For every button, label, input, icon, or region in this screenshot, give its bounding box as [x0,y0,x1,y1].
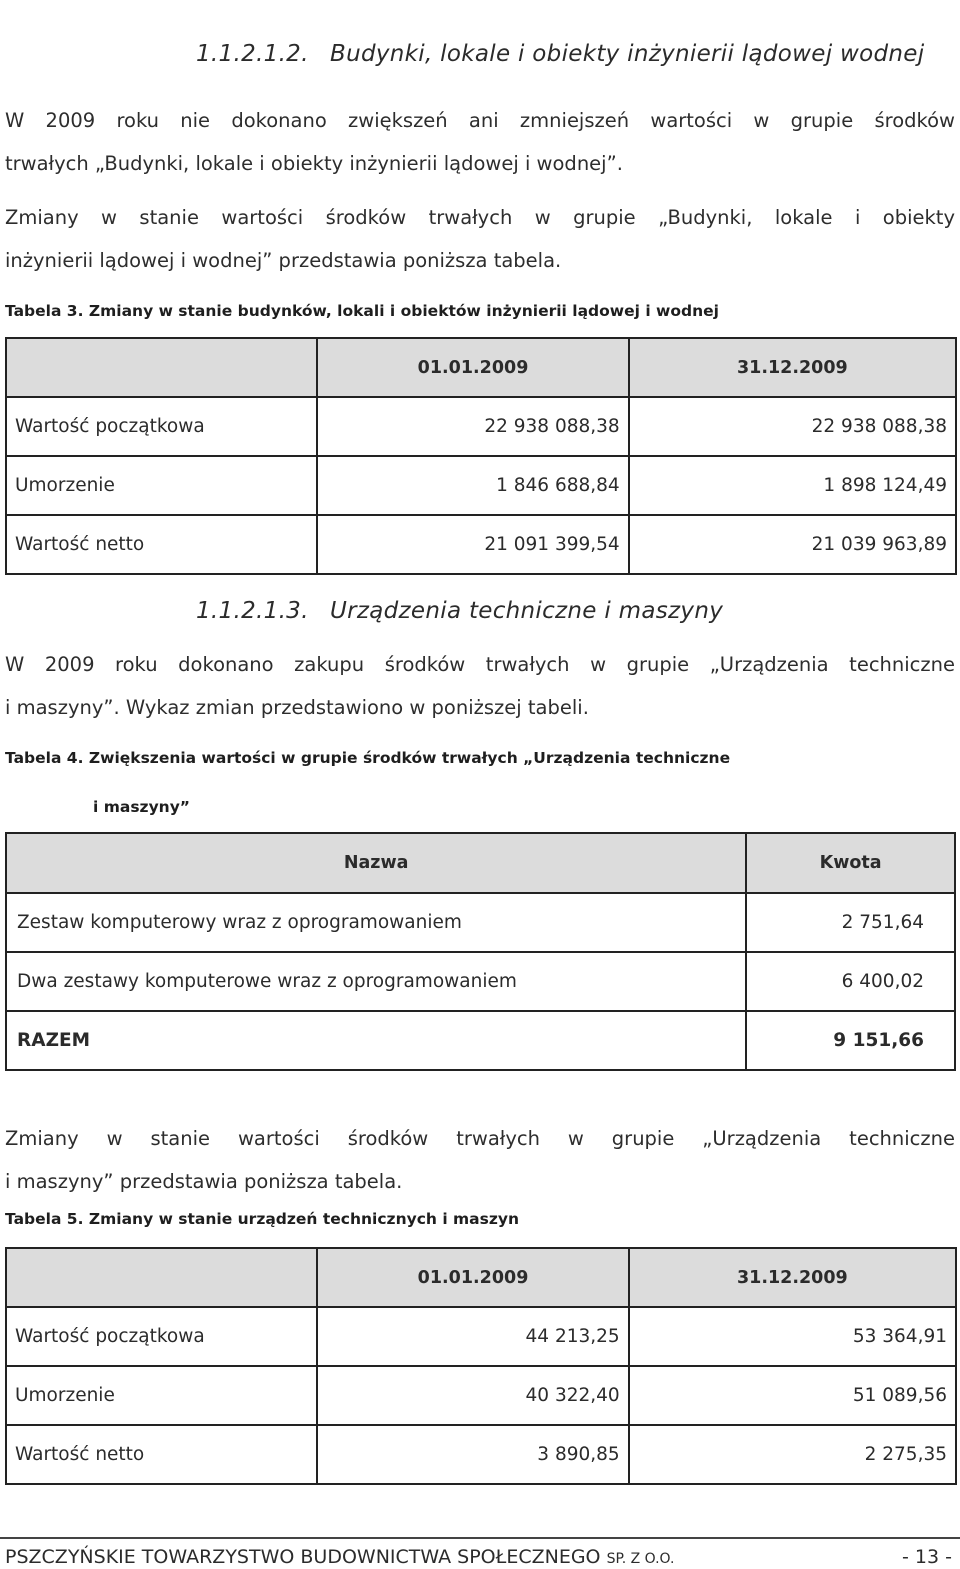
value-cell: 1 846 688,84 [317,456,628,515]
section-number: 1.1.2.1.3. [196,598,309,624]
item-amount: 6 400,02 [746,952,955,1011]
value-cell: 22 938 088,38 [317,397,628,456]
row-label: Wartość początkowa [6,397,317,456]
value-cell: 40 322,40 [317,1366,628,1425]
value-cell: 3 890,85 [317,1425,628,1484]
table-row [6,1366,956,1425]
total-amount: 9 151,66 [746,1011,955,1070]
value-cell: 53 364,91 [629,1307,956,1366]
paragraph-line: i maszyny”. Wykaz zmian przedstawiono w poniższej tabeli. [5,696,589,719]
table-row [6,456,956,515]
paragraph-line: inżynierii lądowej i wodnej” przedstawia poniższa tabela. [5,249,562,272]
company-suffix: SP. Z O.O. [606,1551,675,1567]
section-heading-2 [196,598,723,624]
header-cell-empty [6,1248,317,1307]
section-number: 1.1.2.1.2. [196,41,309,67]
header-cell-date-end: 31.12.2009 [629,338,956,397]
paragraph-line: Zmiany w stanie wartości środków trwałych w grupie „Budynki, lokale i obiekty [5,206,955,229]
paragraph-line: Zmiany w stanie wartości środków trwałych w grupie „Urządzenia techniczne [5,1127,955,1150]
value-cell: 21 091 399,54 [317,515,628,574]
header-cell-date-start: 01.01.2009 [317,1248,628,1307]
header-cell-empty [6,338,317,397]
table-3 [5,337,957,575]
item-amount: 2 751,64 [746,893,955,952]
header-cell-amount: Kwota [746,833,955,893]
value-cell: 51 089,56 [629,1366,956,1425]
table-row [6,1307,956,1366]
table-row [6,397,956,456]
total-label: RAZEM [6,1011,746,1070]
value-cell: 44 213,25 [317,1307,628,1366]
company-name: PSZCZYŃSKIE TOWARZYSTWO BUDOWNICTWA SPOŁECZNEGO [5,1546,601,1568]
table-4-caption-continued: i maszyny” [93,798,190,816]
header-cell-date-start: 01.01.2009 [317,338,628,397]
paragraph-line: i maszyny” przedstawia poniższa tabela. [5,1170,403,1193]
row-label: Umorzenie [6,456,317,515]
paragraph-line: W 2009 roku nie dokonano zwiększeń ani zmniejszeń wartości w grupie środków [5,109,955,132]
table-row [6,893,955,952]
section-title: Urządzenia techniczne i maszyny [330,598,724,624]
table-4-caption: Tabela 4. Zwiększenia wartości w grupie środków trwałych „Urządzenia techniczne [5,749,731,767]
table-5 [5,1247,957,1485]
paragraph-4 [5,1117,955,1203]
header-cell-date-end: 31.12.2009 [629,1248,956,1307]
table-4 [5,832,956,1071]
footer-company [5,1546,674,1568]
value-cell: 2 275,35 [629,1425,956,1484]
row-label: Wartość netto [6,1425,317,1484]
value-cell: 21 039 963,89 [629,515,956,574]
section-heading-1 [196,41,924,67]
paragraph-line: trwałych „Budynki, lokale i obiekty inżynierii lądowej i wodnej”. [5,152,623,175]
table-header-row [6,1248,956,1307]
item-name: Zestaw komputerowy wraz z oprogramowaniem [6,893,746,952]
row-label: Umorzenie [6,1366,317,1425]
header-cell-name: Nazwa [6,833,746,893]
table-5-caption: Tabela 5. Zmiany w stanie urządzeń technicznych i maszyn [5,1210,520,1228]
value-cell: 22 938 088,38 [629,397,956,456]
row-label: Wartość początkowa [6,1307,317,1366]
row-label: Wartość netto [6,515,317,574]
table-3-caption: Tabela 3. Zmiany w stanie budynków, lokali i obiektów inżynierii lądowej i wodnej [5,302,719,320]
footer-divider [0,1537,960,1539]
paragraph-2 [5,196,955,282]
paragraph-3 [5,643,955,729]
item-name: Dwa zestawy komputerowe wraz z oprogramowaniem [6,952,746,1011]
table-header-row [6,338,956,397]
paragraph-line: W 2009 roku dokonano zakupu środków trwałych w grupie „Urządzenia techniczne [5,653,955,676]
value-cell: 1 898 124,49 [629,456,956,515]
page-number: - 13 - [902,1546,952,1568]
table-header-row [6,833,955,893]
total-row [6,1011,955,1070]
paragraph-1 [5,99,955,185]
table-row [6,952,955,1011]
section-title: Budynki, lokale i obiekty inżynierii lądowej wodnej [330,41,925,67]
table-row [6,1425,956,1484]
table-row [6,515,956,574]
